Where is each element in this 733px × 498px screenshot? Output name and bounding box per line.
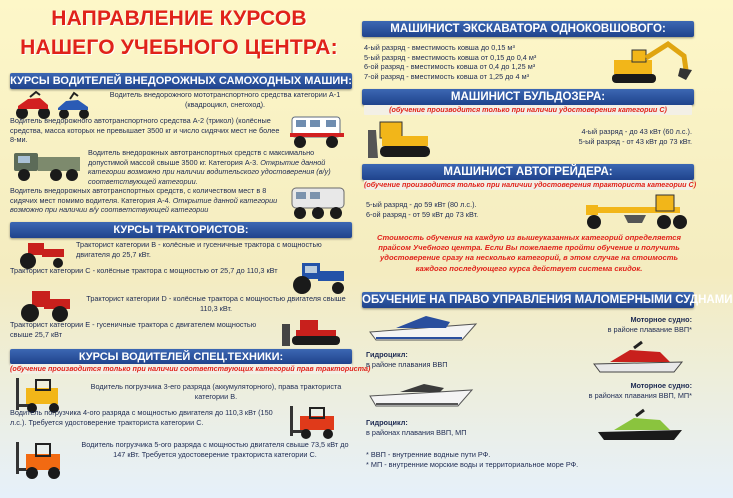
jetski-icon xyxy=(594,408,690,442)
forklift-5-text: Водитель погрузчика 5-ого разряда с мощностью двигателя свыше 73,5 кВт до 147 кВт. Требуется удостоверение тракториста категории С. xyxy=(81,440,349,459)
motor2-block xyxy=(520,381,692,403)
motorboat-icon xyxy=(366,378,478,410)
forklift-icon xyxy=(12,440,72,480)
offroad-a4-plain: Водитель внедорожных автотранспортных средств, с количеством мест в 8 сидячих мест помимо водителя. Категория А-4. xyxy=(10,186,267,205)
offroad-truck-icon xyxy=(288,184,352,220)
jet2-title: Гидроцикл: xyxy=(366,418,408,427)
boats-section-header: ОБУЧЕНИЕ НА ПРАВО УПРАВЛЕНИЯ МАЛОМЕРНЫМИ СУДНАМИ xyxy=(362,294,733,306)
jet1-title: Гидроцикл: xyxy=(366,350,408,359)
price-note: Стоимость обучения на каждую из вышеуказанных категорий определяется прайсом Учебного центра. Если Вы пожелаете пройти обучение и получить удостоверение сразу на несколько категорий, в этом случае на стоимость каждого последующего курса действует система скидок. xyxy=(377,233,681,273)
special-section-note: (обучение производится только при наличии соответствующих категорий прав тракториста) xyxy=(10,364,371,373)
offroad-section-header: КУРСЫ ВОДИТЕЛЕЙ ВНЕДОРОЖНЫХ САМОХОДНЫХ МАШИН: xyxy=(10,75,352,87)
excavator-line-6: 6-ой разряд - вместимость ковша от 0,4 до 1,25 м³ xyxy=(364,62,536,72)
jet2-block xyxy=(366,418,526,440)
bulldozer-icon xyxy=(278,316,352,348)
offroad-a2-text: Водитель внедорожного автотранспортного средства А-2 (трикол) (колёсные средства, масса которых не превышает 3500 кг и число сидячих мест не более 8-ми. xyxy=(10,116,280,145)
excavator-lines xyxy=(364,43,594,83)
offroad-a3-text xyxy=(88,148,350,184)
bulldozer-lines xyxy=(452,127,692,149)
excavator-line-5: 5-ый разряд - вместимость ковша от 0,15 до 0,4 м³ xyxy=(364,52,537,62)
grader-lines xyxy=(366,200,576,222)
bulldozer-line-5: 5-ый разряд - от 43 кВт до 73 кВт. xyxy=(578,136,692,146)
bulldozer-section-header: МАШИНИСТ БУЛЬДОЗЕРА: xyxy=(362,89,694,105)
jet2-text: в районах плавания ВВП, МП xyxy=(366,427,467,437)
offroad-truck-icon xyxy=(286,111,352,149)
bulldozer-section-note: (обучение производится только при наличии удостоверения категории С) xyxy=(364,105,692,115)
offroad-a4-italic: Открытие данной категории возможно при наличии в/у соответствующей категории xyxy=(10,195,278,215)
grader-section-header: МАШИНИСТ АВТОГРЕЙДЕРА: xyxy=(362,164,694,180)
tractor-e-text: Тракторист категории E - гусеничные трактора с двигателем мощностью свыше 25,7 кВт xyxy=(10,320,257,339)
jet1-text: в районе плавания ВВП xyxy=(366,359,448,369)
tractor-d-text: Тракторист категории D - колёсные трактора с мощностью двигателя свыше 110,3 кВт. xyxy=(86,294,346,313)
tractor-b-text: Тракторист категории B - колёсные и гусеничные трактора с мощностью двигателя до 25,7 кВт. xyxy=(76,240,322,259)
grader-line-6: 6-ой разряд - от 59 кВт до 73 кВт. xyxy=(366,209,479,219)
grader-line-5: 5-ый разряд - до 59 кВт (80 л.с.). xyxy=(366,200,477,209)
excavator-section-header: МАШИНИСТ ЭКСКАВАТОРА ОДНОКОВШОВОГО: xyxy=(362,21,694,37)
grader-icon xyxy=(584,191,692,231)
excavator-line-4: 4-ый разряд - вместимость ковша до 0,15 м³ xyxy=(364,43,515,52)
jetski-icon xyxy=(590,340,690,374)
offroad-truck-icon xyxy=(12,147,86,183)
forklift-4-text: Водитель погрузчика 4-ого разряда с мощностью двигателя до 110,3 кВт (150 л.с.). Требуется удостоверение тракториста категории С. xyxy=(10,408,273,427)
offroad-a3-plain: Водитель внедорожных автотранспортных средств с максимально допустимой массой свыше 3500 кг. Категория А-3. xyxy=(88,148,315,167)
tractor-icon xyxy=(14,289,74,323)
special-section-header: КУРСЫ ВОДИТЕЛЕЙ СПЕЦ.ТЕХНИКИ: xyxy=(10,349,352,364)
tractor-icon xyxy=(284,261,352,295)
bulldozer-icon xyxy=(366,118,440,160)
motor1-block xyxy=(520,315,692,337)
page-title: НАПРАВЛЕНИЕ КУРСОВ НАШЕГО УЧЕБНОГО ЦЕНТРА: xyxy=(20,7,338,59)
footnotes xyxy=(366,450,692,472)
tractor-icon xyxy=(14,239,70,269)
excavator-line-7: 7-ой разряд - вместимость ковша от 1,25 до 4 м³ xyxy=(364,71,530,81)
grader-section-note: (обучение производится только при наличии удостоверения тракториста категории С) xyxy=(364,180,697,189)
offroad-a4-text xyxy=(10,186,284,222)
forklift-3-text: Водитель погрузчика 3-его разряда (аккумуляторного), права тракториста категории В. xyxy=(90,382,342,401)
motor2-text: в районах плавания ВВП, МП* xyxy=(588,390,692,400)
excavator-icon xyxy=(606,40,692,86)
offroad-a3-italic: Открытие данной категории возможно при наличии водительского удостоверения (в/у) соответствующей категории. xyxy=(88,157,331,186)
motor1-text: в районе плавание ВВП* xyxy=(607,324,692,334)
tractor-c-text: Тракторист категории С - колёсные трактора с мощностью от 25,7 до 110,3 кВт xyxy=(10,266,278,275)
motor2-title: Моторное судно: xyxy=(630,381,692,390)
jet1-block xyxy=(366,350,526,372)
footnote-vvp: * ВВП - внутренние водные пути РФ. xyxy=(366,450,491,459)
footnote-mp: * МП - внутренние морские воды и территориальное море РФ. xyxy=(366,459,579,469)
bulldozer-line-4: 4-ый разряд - до 43 кВт (60 л.с.). xyxy=(581,127,692,136)
motorboat-icon xyxy=(366,310,484,346)
offroad-a1-text: Водитель внедорожного мототранспортного средства категории А-1 (квадроцикл, снегоход). xyxy=(109,90,341,109)
tractors-section-header: КУРСЫ ТРАКТОРИСТОВ: xyxy=(10,222,352,238)
forklift-icon xyxy=(286,404,350,440)
motor1-title: Моторное судно: xyxy=(630,315,692,324)
